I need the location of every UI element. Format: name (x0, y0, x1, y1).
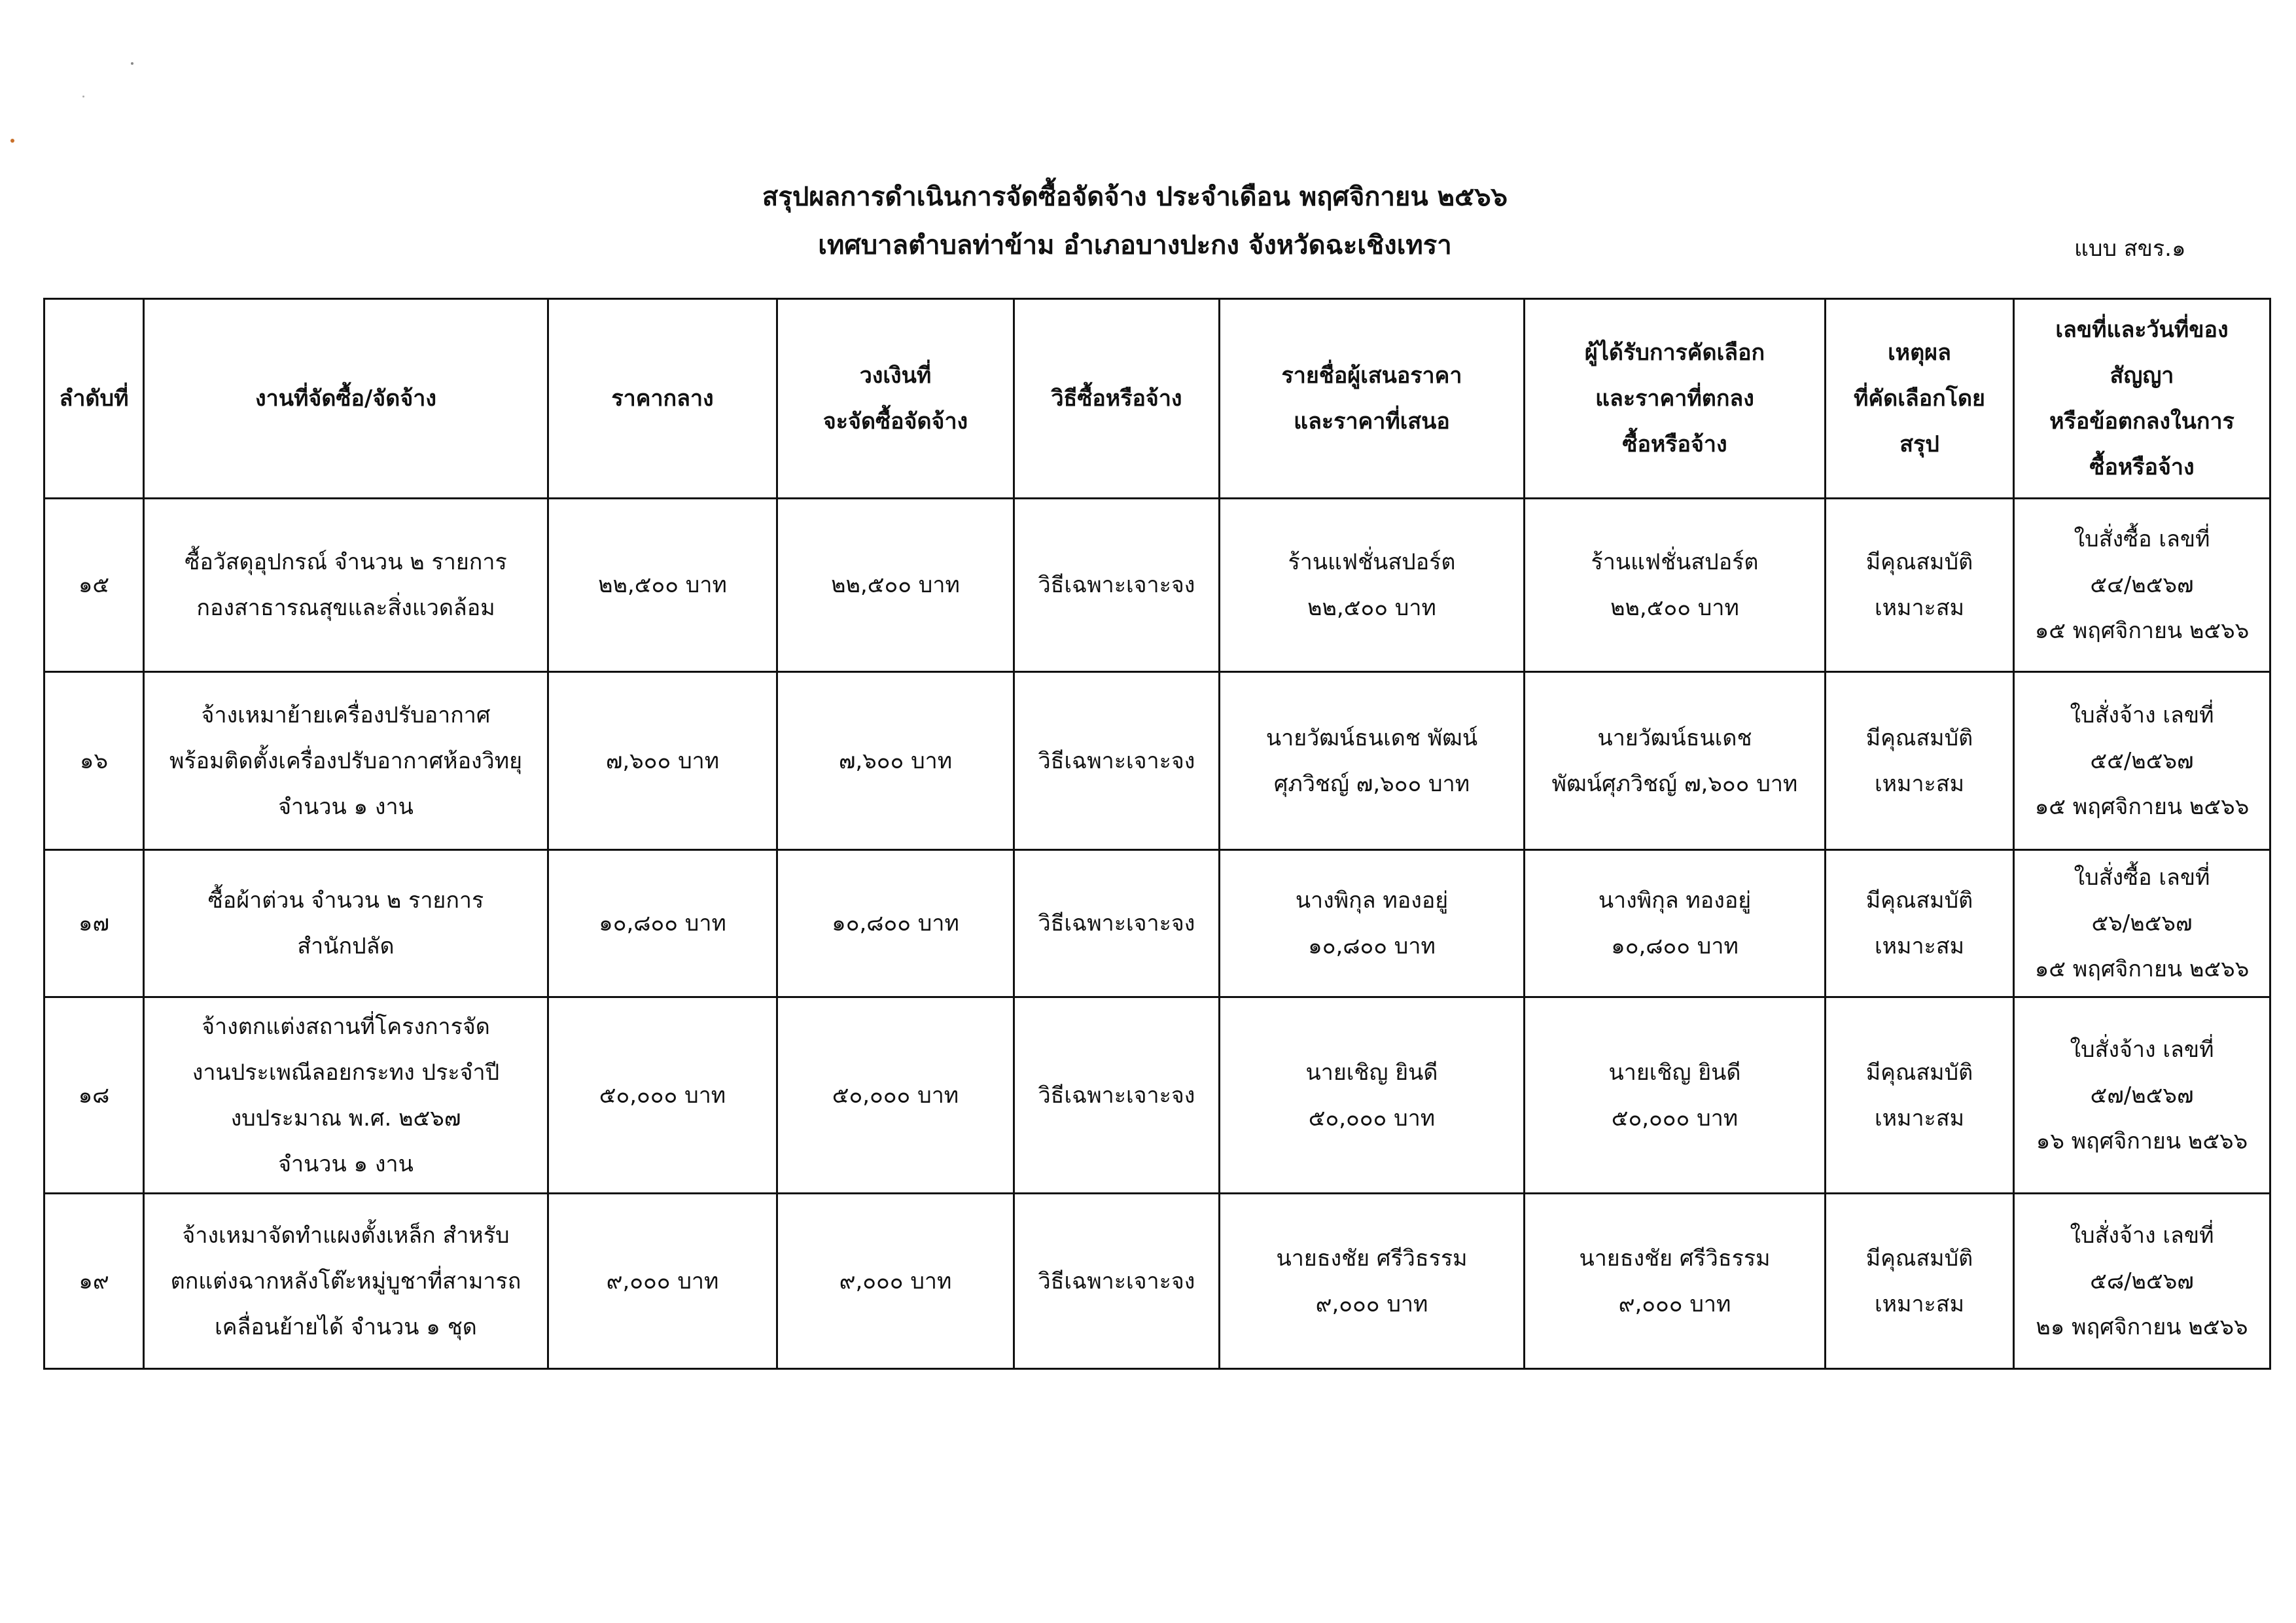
cell-budget (777, 1194, 1014, 1369)
cell-text-line: สำนักปลัด (297, 933, 395, 959)
table-header-row (44, 299, 2270, 499)
cell-text-line: มีคุณสมบัติ (1865, 887, 1973, 914)
cell-text-line: ซื้อผ้าต่วน จำนวน ๒ รายการ (207, 887, 484, 914)
cell-bidders (1220, 850, 1525, 997)
cell-reference-price (548, 672, 777, 850)
cell-work-item (144, 850, 548, 997)
header-text-line: งานที่จัดซื้อ/จัดจ้าง (255, 385, 436, 412)
document-title: สรุปผลการดำเนินการจัดซื้อจัดจ้าง ประจำเดือน พฤศจิกายน ๒๕๖๖ (762, 182, 1508, 212)
cell-reference-price (548, 499, 777, 672)
cell-selection-reason (1826, 997, 2014, 1194)
cell-text-line: นางพิกุล ทองอยู่ (1598, 887, 1752, 914)
header-text-line: หรือข้อตกลงในการ (2049, 408, 2234, 435)
cell-text-line: ๑๐,๘๐๐ บาท (1308, 933, 1436, 959)
cell-text-line: ๑๘ (78, 1082, 110, 1109)
header-text-line: จะจัดซื้อจัดจ้าง (822, 408, 968, 435)
header-text-line: และราคาที่เสนอ (1294, 408, 1450, 435)
cell-text-line: นายธงชัย ศรีวิธรรม (1579, 1245, 1771, 1272)
cell-text-line: ๑๐,๘๐๐ บาท (832, 910, 959, 936)
cell-work-item (144, 1194, 548, 1369)
cell-text-line: ๑๖ (79, 747, 109, 774)
cell-selection-reason (1826, 672, 2014, 850)
cell-reference-price (548, 1194, 777, 1369)
cell-budget (777, 499, 1014, 672)
cell-work-item (144, 499, 548, 672)
header-text-line: ซื้อหรือจ้าง (1622, 431, 1727, 457)
cell-text-line: ใบสั่งซื้อ เลขที่ (2074, 526, 2210, 552)
cell-text-line: วิธีเฉพาะเจาะจง (1038, 1082, 1195, 1109)
column-header-selected-vendor (1525, 299, 1826, 499)
cell-text-line: นางพิกุล ทองอยู่ (1295, 887, 1449, 914)
cell-order-no (44, 997, 144, 1194)
header-text-line: ราคากลาง (611, 385, 714, 412)
cell-text-line: วิธีเฉพาะเจาะจง (1038, 747, 1195, 774)
cell-order-no (44, 499, 144, 672)
cell-text-line: ๒๒,๕๐๐ บาท (598, 572, 727, 598)
cell-text-line: ๙,๐๐๐ บาท (606, 1268, 719, 1294)
cell-text-line: ๑๕ พฤศจิกายน ๒๕๖๖ (2034, 793, 2250, 820)
cell-budget (777, 672, 1014, 850)
cell-text-line: ซื้อวัสดุอุปกรณ์ จำนวน ๒ รายการ (185, 549, 507, 575)
cell-text-line: วิธีเฉพาะเจาะจง (1038, 1268, 1195, 1294)
cell-work-item (144, 672, 548, 850)
table-row (44, 672, 2270, 850)
cell-text-line: จ้างเหมาย้ายเครื่องปรับอากาศ (201, 702, 491, 728)
scan-speck (10, 139, 14, 143)
cell-text-line: ๕๐,๐๐๐ บาท (1308, 1105, 1436, 1132)
cell-text-line: ใบสั่งจ้าง เลขที่ (2070, 1036, 2214, 1063)
cell-text-line: ๒๒,๕๐๐ บาท (831, 572, 960, 598)
cell-text-line: ๒๒,๕๐๐ บาท (1610, 595, 1739, 621)
scan-speck (131, 62, 133, 65)
cell-text-line: ใบสั่งจ้าง เลขที่ (2070, 1222, 2214, 1249)
header-text-line: รายชื่อผู้เสนอราคา (1281, 363, 1462, 389)
cell-procurement-method (1014, 499, 1220, 672)
cell-text-line: ๗,๖๐๐ บาท (605, 747, 720, 774)
table-body (44, 499, 2270, 1369)
cell-text-line: มีคุณสมบัติ (1865, 1245, 1973, 1272)
cell-selected-vendor (1525, 672, 1826, 850)
cell-text-line: ๑๕ (78, 572, 110, 598)
column-header-bidders (1220, 299, 1525, 499)
cell-text-line: จำนวน ๑ งาน (278, 793, 414, 820)
cell-text-line: ๕๕/๒๕๖๗ (2090, 747, 2194, 774)
document-subtitle: เทศบาลตำบลท่าข้าม อำเภอบางปะกง จังหวัดฉะเชิงเทรา (818, 230, 1452, 260)
cell-selected-vendor (1525, 499, 1826, 672)
header-text-line: วิธีซื้อหรือจ้าง (1051, 385, 1182, 412)
header-text-line: สัญญา (2110, 363, 2174, 389)
cell-text-line: ๕๗/๒๕๖๗ (2090, 1082, 2194, 1109)
cell-selected-vendor (1525, 850, 1826, 997)
cell-text-line: ๕๐,๐๐๐ บาท (599, 1082, 726, 1109)
cell-text-line: นายวัฒน์ธนเดช พัฒน์ (1265, 724, 1478, 751)
header-text-line: ผู้ได้รับการคัดเลือก (1584, 340, 1765, 366)
cell-order-no (44, 850, 144, 997)
cell-reference-price (548, 997, 777, 1194)
cell-procurement-method (1014, 850, 1220, 997)
cell-text-line: ๕๔/๒๕๖๗ (2090, 572, 2194, 598)
form-code: แบบ สขร.๑ (2074, 236, 2186, 262)
cell-text-line: ๑๖ พฤศจิกายน ๒๕๖๖ (2036, 1128, 2248, 1154)
cell-text-line: วิธีเฉพาะเจาะจง (1038, 572, 1195, 598)
header-text-line: ลำดับที่ (59, 385, 129, 412)
cell-text-line: มีคุณสมบัติ (1865, 724, 1973, 751)
cell-selected-vendor (1525, 1194, 1826, 1369)
header-text-line: ที่คัดเลือกโดย (1854, 385, 1985, 412)
cell-text-line: ๕๘/๒๕๖๗ (2090, 1268, 2194, 1294)
cell-text-line: เหมาะสม (1875, 933, 1964, 959)
cell-text-line: ร้านแฟชั่นสปอร์ต (1288, 549, 1456, 575)
table-row (44, 997, 2270, 1194)
table-row (44, 499, 2270, 672)
cell-text-line: ศุภวิชญ์ ๗,๖๐๐ บาท (1273, 770, 1470, 797)
cell-text-line: ๙,๐๐๐ บาท (1618, 1291, 1731, 1317)
cell-text-line: ๒๑ พฤศจิกายน ๒๕๖๖ (2036, 1313, 2248, 1340)
column-header-contract-reference (2014, 299, 2270, 499)
header-text-line: วงเงินที่ (859, 363, 932, 389)
cell-contract-reference (2014, 1194, 2270, 1369)
cell-text-line: ตกแต่งฉากหลังโต๊ะหมู่บูชาที่สามารถ (170, 1268, 521, 1294)
cell-text-line: นายธงชัย ศรีวิธรรม (1276, 1245, 1468, 1272)
cell-text-line: ๑๐,๘๐๐ บาท (1611, 933, 1739, 959)
cell-contract-reference (2014, 850, 2270, 997)
cell-text-line: นายวัฒน์ธนเดช (1597, 724, 1752, 751)
cell-text-line: เหมาะสม (1875, 1105, 1964, 1132)
cell-bidders (1220, 672, 1525, 850)
cell-text-line: มีคุณสมบัติ (1865, 549, 1973, 575)
cell-text-line: วิธีเฉพาะเจาะจง (1038, 910, 1195, 936)
cell-text-line: ๕๐,๐๐๐ บาท (832, 1082, 959, 1109)
cell-reference-price (548, 850, 777, 997)
column-header-work-item (144, 299, 548, 499)
column-header-reference-price (548, 299, 777, 499)
cell-text-line: นายเชิญ ยินดี (1305, 1059, 1438, 1086)
cell-text-line: ๑๕ พฤศจิกายน ๒๕๖๖ (2034, 956, 2250, 982)
cell-text-line: ๑๕ พฤศจิกายน ๒๕๖๖ (2034, 618, 2250, 644)
cell-text-line: ๑๗ (78, 910, 110, 936)
cell-text-line: พัฒน์ศุภวิชญ์ ๗,๖๐๐ บาท (1551, 770, 1798, 797)
column-header-procurement-method (1014, 299, 1220, 499)
table-row (44, 850, 2270, 997)
cell-text-line: ๙,๐๐๐ บาท (839, 1268, 952, 1294)
cell-text-line: นายเชิญ ยินดี (1608, 1059, 1741, 1086)
column-header-selection-reason (1826, 299, 2014, 499)
cell-text-line: ใบสั่งซื้อ เลขที่ (2074, 865, 2210, 891)
cell-selection-reason (1826, 1194, 2014, 1369)
cell-text-line: ๒๒,๕๐๐ บาท (1307, 595, 1436, 621)
cell-budget (777, 997, 1014, 1194)
cell-contract-reference (2014, 499, 2270, 672)
header-text-line: ซื้อหรือจ้าง (2089, 454, 2195, 480)
cell-procurement-method (1014, 1194, 1220, 1369)
cell-work-item (144, 997, 548, 1194)
header-text-line: เหตุผล (1888, 340, 1951, 366)
cell-text-line: พร้อมติดตั้งเครื่องปรับอากาศห้องวิทยุ (169, 747, 523, 774)
header-text-line: เลขที่และวันที่ของ (2055, 317, 2229, 343)
header-text-line: สรุป (1899, 431, 1939, 457)
cell-contract-reference (2014, 997, 2270, 1194)
cell-text-line: จ้างเหมาจัดทำแผงตั้งเหล็ก สำหรับ (182, 1222, 510, 1249)
cell-text-line: งานประเพณีลอยกระทง ประจำปี (192, 1059, 500, 1086)
cell-text-line: เหมาะสม (1875, 1291, 1964, 1317)
cell-budget (777, 850, 1014, 997)
cell-text-line: ๗,๖๐๐ บาท (838, 747, 953, 774)
cell-procurement-method (1014, 672, 1220, 850)
cell-procurement-method (1014, 997, 1220, 1194)
cell-bidders (1220, 499, 1525, 672)
cell-text-line: เคลื่อนย้ายได้ จำนวน ๑ ชุด (215, 1313, 477, 1340)
cell-text-line: ๑๙ (79, 1268, 109, 1294)
cell-text-line: ร้านแฟชั่นสปอร์ต (1591, 549, 1759, 575)
cell-bidders (1220, 997, 1525, 1194)
cell-text-line: ๕๖/๒๕๖๗ (2091, 910, 2193, 936)
scan-speck (82, 96, 84, 98)
cell-order-no (44, 1194, 144, 1369)
column-header-budget (777, 299, 1014, 499)
cell-order-no (44, 672, 144, 850)
column-header-order-no (44, 299, 144, 499)
cell-text-line: จำนวน ๑ งาน (278, 1150, 414, 1177)
cell-text-line: เหมาะสม (1875, 770, 1964, 797)
cell-text-line: ๙,๐๐๐ บาท (1315, 1291, 1428, 1317)
cell-text-line: เหมาะสม (1875, 595, 1964, 621)
procurement-summary-table (43, 298, 2271, 1370)
cell-text-line: ๑๐,๘๐๐ บาท (599, 910, 726, 936)
table-row (44, 1194, 2270, 1369)
cell-bidders (1220, 1194, 1525, 1369)
cell-text-line: กองสาธารณสุขและสิ่งแวดล้อม (196, 595, 495, 621)
cell-text-line: ใบสั่งจ้าง เลขที่ (2070, 702, 2214, 728)
cell-contract-reference (2014, 672, 2270, 850)
cell-text-line: ๕๐,๐๐๐ บาท (1611, 1105, 1739, 1132)
cell-text-line: จ้างตกแต่งสถานที่โครงการจัด (202, 1013, 490, 1040)
cell-text-line: งบประมาณ พ.ศ. ๒๕๖๗ (230, 1105, 461, 1132)
header-text-line: และราคาที่ตกลง (1595, 385, 1754, 412)
cell-selection-reason (1826, 499, 2014, 672)
cell-selection-reason (1826, 850, 2014, 997)
cell-selected-vendor (1525, 997, 1826, 1194)
cell-text-line: มีคุณสมบัติ (1865, 1059, 1973, 1086)
